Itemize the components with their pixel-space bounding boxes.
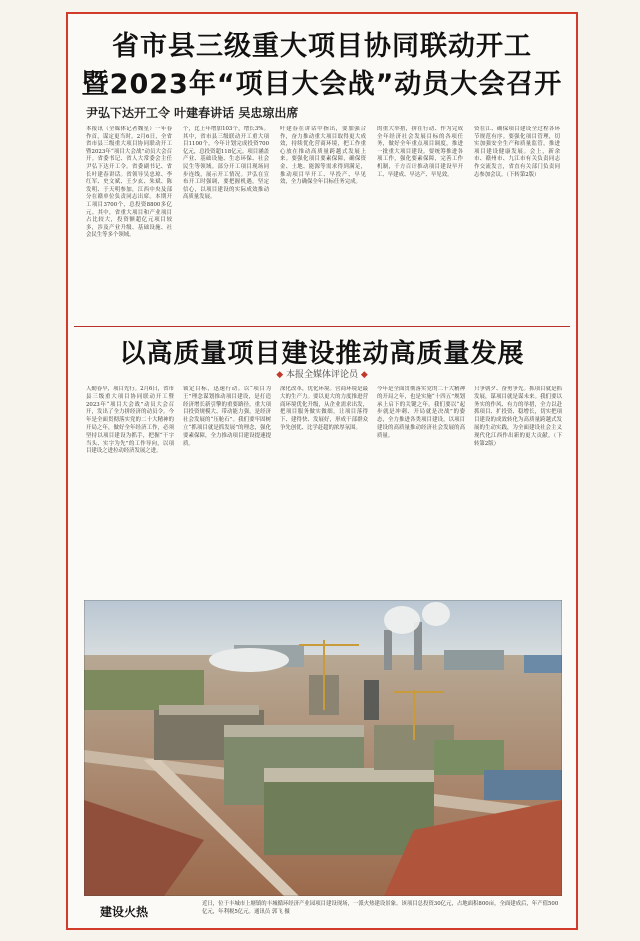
byline-diamond-icon: ◆ — [358, 370, 368, 380]
commentary-headline: 以高质量项目建设推动高质量发展 — [119, 339, 525, 369]
lead-article-column: 的重大举措，拼在行动、作为完成全年经济社会发展目标的各项任务，做好全年重点项目调度，推进一批重大项目建设。要统筹推进各项工作，强化要素保障，完善工作机制，千方百计推动项目建设早开工、早建成、早达产、早见效。 — [377, 126, 463, 178]
main-headline-line1: 省市县三级重大项目协同联动开工 — [112, 31, 532, 62]
commentary-column: 只争朝夕、奋勇争先。抓项目就是抓发展，谋项目就是谋未来。我们要以务实的作风、有力的举措，全力以赴抓项目、扩投资、稳增长，切实把项目建设的成效转化为高质量跨越式发展的生动实践，为全面建设社会主义现代化江西作出新的更大贡献。（下转第2版） — [474, 386, 562, 447]
commentary-body — [86, 386, 564, 598]
section-divider — [74, 326, 570, 327]
construction-site-illustration — [84, 600, 562, 896]
commentary-byline — [80, 367, 564, 380]
photo-caption-text: 近日，位于丰城市上塘镇的丰城循环经济产业园项目建设现场，一派火热建设景象。该项目总投资30亿元，占地面积800亩，全面建成后，年产值500亿元，年利税5亿元。通讯员 郭飞 摄 — [202, 901, 559, 915]
lead-article-column: 叶建春在讲话中指出，要加强合作，奋力推动重大项目取得更大成效，持续优化营商环境，把工作重心放在推动高质量跨越式发展上来。要强化项目要素保障，确保资金、土地、能源等需求得到满足，推动项目早开工、早投产、早见效，全力确保全年目标任务完成。 — [280, 126, 366, 186]
byline-text: 本报全媒体评论员 — [285, 370, 358, 380]
lead-article-column: 资在江、确保项目建设全过程各环节规范有序。要强化项目管理，切实加强安全生产和质量监管，推进项目建设健康发展。会上，新余市、赣州市、九江市有关负责同志作交流发言，省直有关部门负责同志参加会议。（下转第2版） — [474, 126, 560, 178]
photo-caption-title: 建设火热 — [100, 905, 149, 919]
lead-article-column: 个，比上年增加103个，增长3%。其中，省市县三级联动开工重大项目1100个，今年计划完成投资700亿元，总投资超118亿元。项目涵盖产业、基础设施、生态环保、社会民生等领域。部分开工项目现场同步连线，展示开工情况。尹弘在宣布开工时强调，要把握机遇，坚定信心，以项目建设的实际成效推动高质量发展。 — [183, 126, 269, 201]
commentary-column: 今年是全面贯彻落实党的二十大精神的开局之年，也是实施“十四五”规划承上启下的关键之年。我们要以“起步就是冲刺、开局就是决战”的姿态，全力推进各类项目建设，以项目建设的高质量推动经济社会发展的高质量。 — [377, 386, 465, 439]
lead-article-column: 本报讯（全媒体记者魏星）一年春作首，谋定更当时。2月6日，全省省市县三级重大项目协同联动开工暨2023年“项目大会战”动员大会召开。省委书记、省人大常委会主任尹弘下达开工令。省委副书记、省长叶建春讲话。省领导吴忠琼、李红军、史文斌、王少玄、朱斌、陈发明、于天明参加，江西中央及部分在赣单位负责同志出席。本期开工项目3700个，总投资8800多亿元。其中，省重大项目和产业项目占比较大，投资额超亿元项目较多，涉及产业升级、基础设施、社会民生等多个领域。 — [86, 126, 172, 239]
commentary-column: 锁定目标，迅速行动。以“项目为王”理念谋划推动项目建设，是打造经济增长新引擎的重要路径。重大项目投资规模大、带动能力强，是经济社会发展的“压舱石”。我们要牢固树立“抓项目就是抓发展”的理念，强化要素保障，全力推动项目建设提速提质。 — [183, 386, 271, 447]
commentary-column: 深化改革，优化环境。营商环境是最大的生产力。要以更大的力度推进营商环境优化升级，从企业需求出发，把项目服务做实做细，让项目落得下、建得快、发展好，形成干部群众争先创优、比学赶超的浓厚氛围。 — [280, 386, 368, 431]
construction-site-photo — [84, 600, 562, 896]
byline-diamond-icon: ◆ — [276, 370, 286, 380]
subheadline: 尹弘下达开工令 叶建春讲话 吴忠琼出席 — [86, 106, 299, 120]
lead-article-body — [86, 126, 570, 324]
main-headline-line2: 暨2023年“项目大会战”动员大会召开 — [81, 69, 563, 100]
commentary-column: 人勤春早，项目先行。2月6日，省市县三级重大项目协同联动开工暨2023年“项目大会战”动员大会召开，发出了全力拼经济的动员令。今年是全面贯彻落实党的二十大精神的开局之年，做好全年经济工作，必须坚持以项目建设为抓手，把握“干字当头、实字为先”的工作导向，以项目建设之进拉动经济发展之进。 — [86, 386, 174, 455]
